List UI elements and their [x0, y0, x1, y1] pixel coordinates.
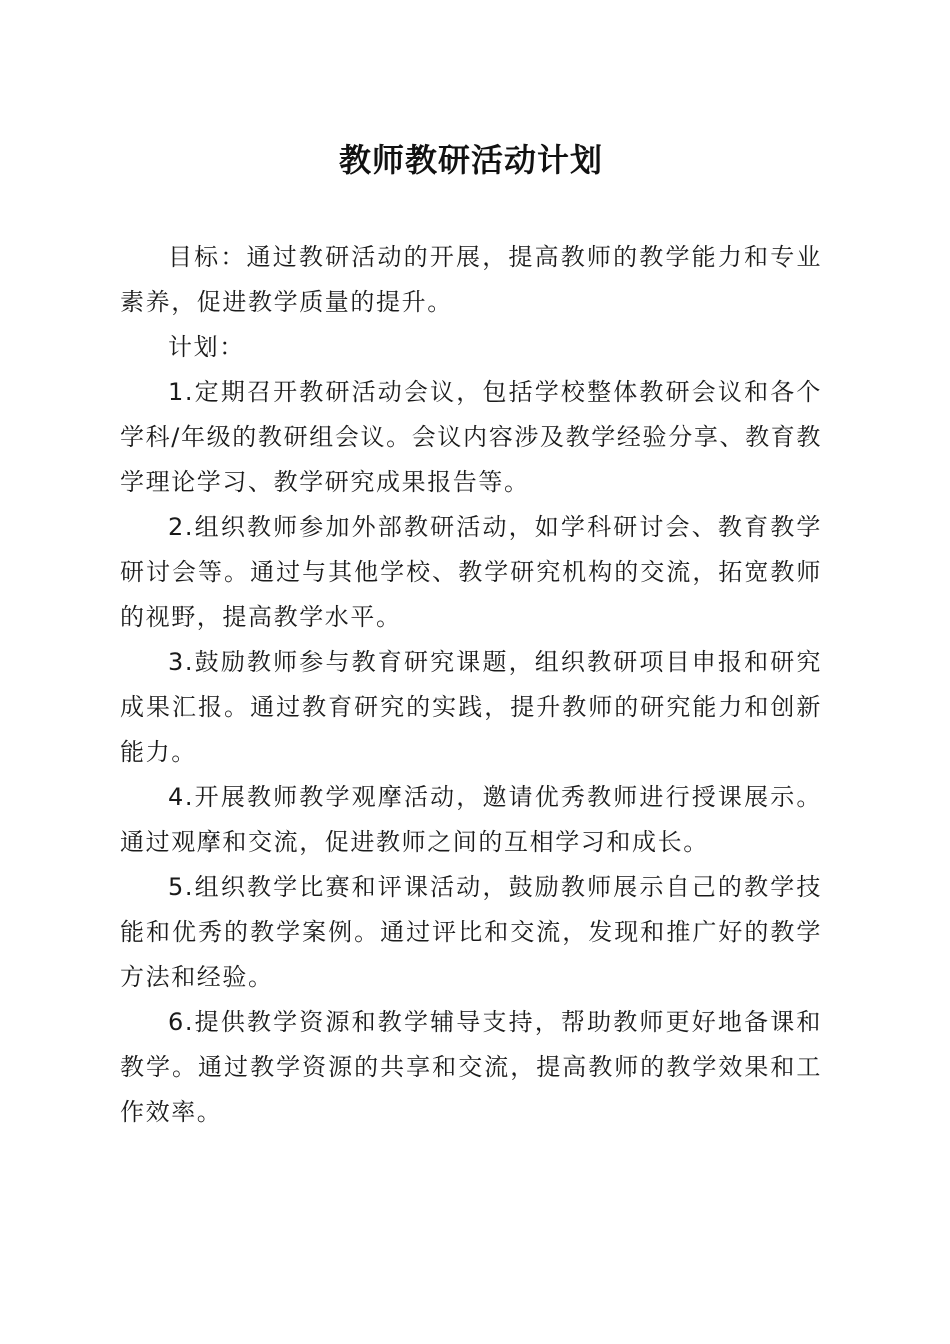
plan-item-6: 6.提供教学资源和教学辅导支持，帮助教师更好地备课和教学。通过教学资源的共享和交流，提高教师的教学效果和工作效率。 — [120, 1008, 822, 1126]
plan-item-3: 3.鼓励教师参与教育研究课题，组织教研项目申报和研究成果汇报。通过教育研究的实践，提升教师的研究能力和创新能力。 — [120, 648, 822, 766]
plan-item-5: 5.组织教学比赛和评课活动，鼓励教师展示自己的教学技能和优秀的教学案例。通过评比和交流，发现和推广好的教学方法和经验。 — [120, 873, 822, 991]
plan-item-1: 1.定期召开教研活动会议，包括学校整体教研会议和各个学科/年级的教研组会议。会议内容涉及教学经验分享、教育教学理论学习、教学研究成果报告等。 — [120, 378, 822, 496]
plan-item-2: 2.组织教师参加外部教研活动，如学科研讨会、教育教学研讨会等。通过与其他学校、教学研究机构的交流，拓宽教师的视野，提高教学水平。 — [120, 513, 822, 631]
plan-heading: 计划： — [168, 333, 245, 361]
plan-item-4: 4.开展教师教学观摩活动，邀请优秀教师进行授课展示。通过观摩和交流，促进教师之间的互相学习和成长。 — [120, 783, 822, 856]
document-title: 教师教研活动计划 — [338, 141, 603, 179]
document-body — [120, 235, 822, 1135]
goal-paragraph: 目标：通过教研活动的开展，提高教师的教学能力和专业素养，促进教学质量的提升。 — [120, 243, 822, 316]
